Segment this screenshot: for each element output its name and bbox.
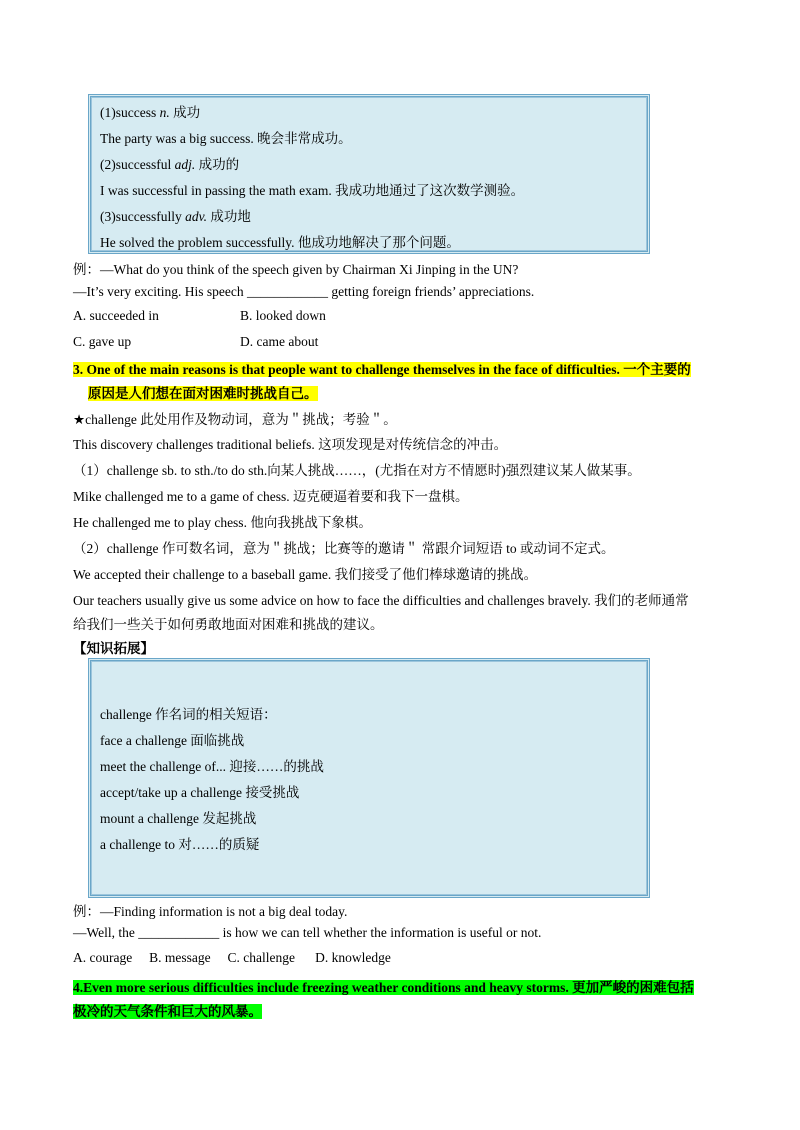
point3-heading: 3. One of the main reasons is that people want to challenge themselves in the face of difficulties. 一个主要的 — [73, 362, 691, 377]
box1-line-5: (3)successfully adv. 成功地 — [100, 209, 251, 224]
example-sentence: We accepted their challenge to a baseball game. 我们接受了他们棒球邀请的挑战。 — [73, 567, 538, 582]
box1-line-1: (1)success n. 成功 — [100, 105, 201, 120]
example1-option-a: A. succeeded in — [73, 308, 159, 323]
box2-line-2: face a challenge 面临挑战 — [100, 733, 245, 748]
point4-heading-cont: 极冷的天气条件和巨大的风暴。 — [73, 1004, 262, 1019]
section-heading-knowledge-extension: 【知识拓展】 — [73, 641, 154, 656]
example-sentence-cont: 给我们一些关于如何勇敢地面对困难和挑战的建议。 — [73, 617, 384, 632]
point3-heading-cont: 原因是人们想在面对困难时挑战自己。 — [88, 386, 318, 401]
box1-line-3: (2)successful adj. 成功的 — [100, 157, 240, 172]
example1-option-b: B. looked down — [240, 308, 326, 323]
note-box-success — [88, 94, 650, 254]
box1-line-6: He solved the problem successfully. 他成功地解决了那个问题。 — [100, 235, 460, 250]
box2-line-1: challenge 作名词的相关短语： — [100, 707, 277, 722]
box2-line-3: meet the challenge of... 迎接……的挑战 — [100, 759, 324, 774]
example-sentence: He challenged me to play chess. 他向我挑战下象棋。 — [73, 515, 372, 530]
example2-answer-stem: —Well, the ____________ is how we can tell whether the information is useful or not. — [73, 925, 542, 940]
note-box-challenge-phrases — [88, 658, 650, 898]
box2-line-5: mount a challenge 发起挑战 — [100, 811, 257, 826]
example-sentence: Mike challenged me to a game of chess. 迈克硬逼着要和我下一盘棋。 — [73, 489, 469, 504]
example1-option-d: D. came about — [240, 334, 319, 349]
usage-1: （1）challenge sb. to sth./to do sth.向某人挑战……，(尤指在对方不情愿时)强烈建议某人做某事。 — [73, 463, 641, 478]
box2-line-6: a challenge to 对……的质疑 — [100, 837, 260, 852]
example1-question: 例：—What do you think of the speech given by Chairman Xi Jinping in the UN? — [73, 262, 519, 277]
challenge-usage-note: ★challenge 此处用作及物动词，意为＂挑战；考验＂。 — [73, 412, 397, 427]
example1-option-c: C. gave up — [73, 334, 132, 349]
example-sentence: This discovery challenges traditional beliefs. 这项发现是对传统信念的冲击。 — [73, 437, 508, 452]
box1-line-2: The party was a big success. 晚会非常成功。 — [100, 131, 352, 146]
example2-question: 例：—Finding information is not a big deal today. — [73, 904, 348, 919]
example2-options: A. courage B. message C. challenge D. knowledge — [73, 950, 391, 965]
usage-2: （2）challenge 作可数名词，意为＂挑战；比赛等的邀请＂ 常跟介词短语 to 或动词不定式。 — [73, 541, 615, 556]
box2-line-4: accept/take up a challenge 接受挑战 — [100, 785, 300, 800]
point4-heading: 4.Even more serious difficulties include freezing weather conditions and heavy storms. 更加严峻的困难包括 — [73, 980, 694, 995]
example-sentence: Our teachers usually give us some advice on how to face the difficulties and challenges bravely. 我们的老师通常 — [73, 593, 689, 608]
example1-answer-stem: —It’s very exciting. His speech ____________ getting foreign friends’ appreciations. — [73, 284, 535, 299]
box1-line-4: I was successful in passing the math exam. 我成功地通过了这次数学测验。 — [100, 183, 525, 198]
